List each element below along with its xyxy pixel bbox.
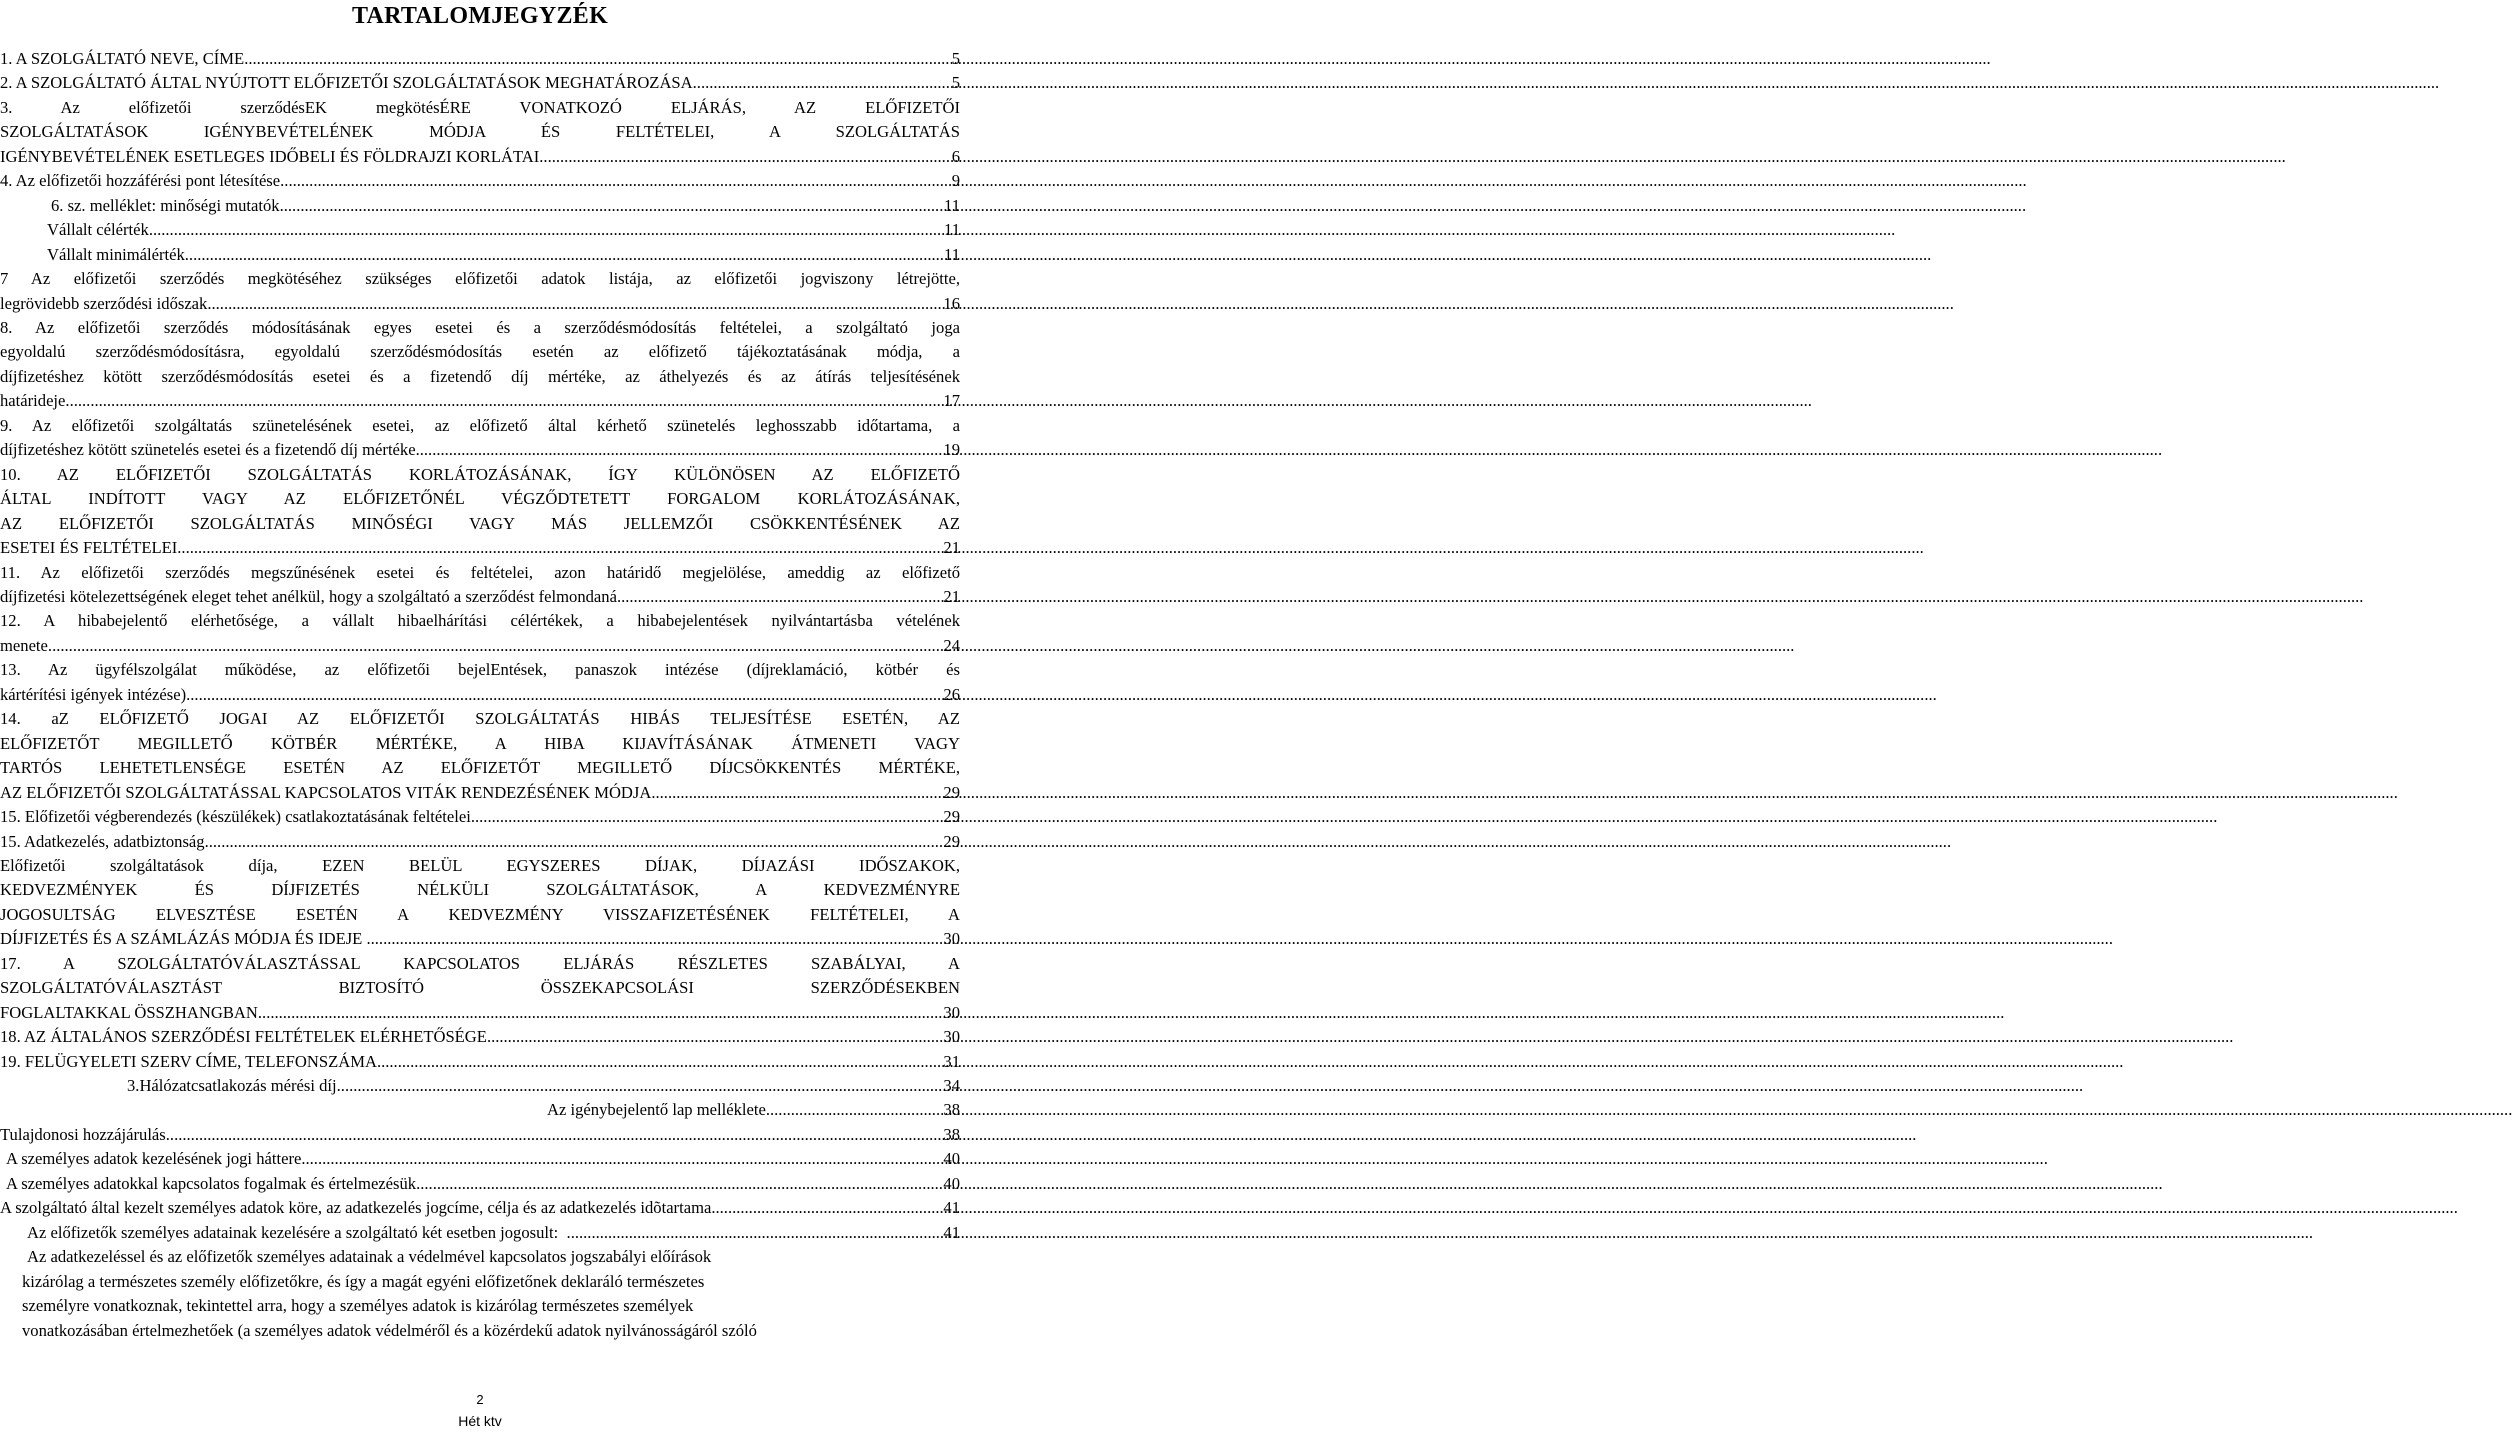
dot-leader (337, 1074, 943, 1098)
toc-entry-line: egyoldalú szerződésmódosításra, egyoldalú szerződésmódosítás esetén az előfizető tájékoztatásának módja, a (0, 342, 960, 362)
dot-leader (280, 169, 951, 193)
toc-entry-text: A szolgáltató által kezelt személyes adatok köre, az adatkezelés jogcíme, célja és az adatkezelés idõtartama (0, 1198, 712, 1218)
toc-entry-last-line (0, 71, 960, 95)
toc-entry[interactable] (0, 854, 960, 952)
toc-entry-text: ESETEI ÉS FELTÉTELEI (0, 538, 178, 558)
toc-entry-text: határideje (0, 391, 66, 411)
toc-entry-last-line (0, 292, 960, 316)
dot-leader (366, 927, 942, 951)
toc-entry-last-line (0, 1025, 960, 1049)
toc-page-number: 11 (944, 244, 960, 264)
toc-page-number: 5 (951, 73, 960, 93)
toc-entry-last-line (0, 194, 960, 218)
dot-leader (177, 536, 942, 560)
toc-entry-text: IGÉNYBEVÉTELÉNEK ESETLEGES IDŐBELI ÉS FÖLDRAJZI KORLÁTAI (0, 146, 540, 166)
toc-entry-line: 9. Az előfizetői szolgáltatás szünetelésének esetei, az előfizető által kérhető szünetelés leghosszabb időtartama, a (0, 415, 960, 435)
toc-entry-last-line (0, 1221, 960, 1245)
toc-entry-text: 6. sz. melléklet: minőségi mutatók (51, 195, 280, 215)
toc-entry-text: 2. A SZOLGÁLTATÓ ÁLTAL NYÚJTOTT ELŐFIZETŐI SZOLGÁLTATÁSOK MEGHATÁROZÁSA (0, 73, 693, 93)
toc-page-number: 21 (943, 586, 960, 606)
page-title: TARTALOMJEGYZÉK (351, 3, 609, 29)
toc-entry-line: TARTÓS LEHETETLENSÉGE ESETÉN AZ ELŐFIZETŐT MEGILLETŐ DÍJCSÖKKENTÉS MÉRTÉKE, (0, 758, 960, 778)
toc-page-number: 40 (943, 1149, 960, 1169)
toc-entry[interactable] (0, 609, 960, 658)
toc-entry-text: 3.Hálózatcsatlakozás mérési díj (127, 1076, 337, 1096)
toc-entry-line: 8. Az előfizetői szerződés módosításának egyes esetei és a szerződésmódosítás feltételei, a szolgáltató joga (0, 317, 960, 337)
toc-page-number: 31 (943, 1051, 960, 1071)
toc-entry-line: JOGOSULTSÁG ELVESZTÉSE ESETÉN A KEDVEZMÉNY VISSZAFIZETÉSÉNEK FELTÉTELEI, A (0, 904, 960, 924)
toc-entry-line: 12. A hibabejelentő elérhetősége, a vállalt hibaelhárítási célértékek, a hibabejelentések nyilvántartásba vételének (0, 611, 960, 631)
toc-entry[interactable] (0, 1172, 960, 1196)
toc-entry-last-line (0, 243, 960, 267)
toc-entry-text: Az előfizetők személyes adatainak kezelésére a szolgáltató két esetben jogosult: (27, 1222, 567, 1242)
toc-entry[interactable] (0, 952, 960, 1025)
dot-leader (693, 71, 951, 95)
paragraph-line: vonatkozásában értelmezhetőek (a személyes adatok védelméről és a közérdekű adatok nyilvánosságáról szóló (22, 1320, 757, 1340)
toc-entry-line: ÁLTAL INDÍTOTT VAGY AZ ELŐFIZETŐNÉL VÉGZŐDTETETT FORGALOM KORLÁTOZÁSÁNAK, (0, 489, 960, 509)
toc-entry-text: Tulajdonosi hozzájárulás. (0, 1124, 170, 1144)
toc-page-number: 24 (943, 635, 960, 655)
toc-entry-last-line (0, 1001, 960, 1025)
toc-entry-last-line (0, 634, 960, 658)
toc-page-number: 30 (943, 1027, 960, 1047)
dot-leader (280, 194, 943, 218)
dot-leader (711, 1196, 942, 1220)
toc-entry-last-line (0, 585, 960, 609)
toc-entry-line: 3. Az előfizetői szerződésEK megkötésÉRE VONATKOZÓ ELJÁRÁS, AZ ELŐFIZETŐI (0, 97, 960, 117)
toc-entry[interactable] (0, 1074, 960, 1098)
toc-page-number: 5 (951, 49, 960, 68)
toc-entry-text: legrövidebb szerződési időszak (0, 293, 208, 313)
toc-entry-line: SZOLGÁLTATÁSOK IGÉNYBEVÉTELÉNEK MÓDJA ÉS FELTÉTELEI, A SZOLGÁLTATÁS (0, 122, 960, 142)
toc-entry-text: Az igénybejelentő lap melléklete (547, 1100, 766, 1120)
toc-page-number: 11 (944, 220, 960, 240)
toc-entry[interactable] (0, 1050, 960, 1074)
toc-entry[interactable] (0, 218, 960, 242)
dot-leader (190, 683, 942, 707)
toc-entry-last-line (0, 1074, 960, 1098)
dot-leader (207, 292, 942, 316)
toc-entry-text: A személyes adatokkal kapcsolatos fogalmak és értelmezésük (6, 1173, 417, 1193)
toc-entry-text: 15. Előfizetői végberendezés (készülékek) csatlakoztatásának feltételei (0, 807, 471, 827)
toc-entry-line: KEDVEZMÉNYEK ÉS DÍJFIZETÉS NÉLKÜLI SZOLGÁLTATÁSOK, A KEDVEZMÉNYRE (0, 880, 960, 900)
toc-entry-text: AZ ELŐFIZETŐI SZOLGÁLTATÁSSAL KAPCSOLATOS VITÁK RENDEZÉSÉNEK MÓDJA (0, 782, 652, 802)
toc-page-number: 41 (943, 1222, 960, 1242)
toc-entry-last-line (0, 536, 960, 560)
toc-entry[interactable] (0, 658, 960, 707)
toc-page-number: 30 (943, 929, 960, 949)
toc-page-number: 29 (943, 782, 960, 802)
toc-entry-text: menete (0, 635, 48, 655)
toc-entry[interactable] (0, 71, 960, 95)
toc-entry-text: FOGLALTAKKAL ÖSSZHANGBAN (0, 1002, 258, 1022)
toc-entry-last-line (0, 830, 960, 854)
dot-leader (258, 1001, 943, 1025)
toc-entry-last-line (0, 805, 960, 829)
toc-entry-last-line (0, 1123, 960, 1147)
toc-entry-last-line (0, 1147, 960, 1171)
toc-entry-text: 18. AZ ÁLTALÁNOS SZERZŐDÉSI FELTÉTELEK ELÉRHETŐSÉGE (0, 1027, 487, 1047)
toc-entry-last-line (0, 781, 960, 805)
trailing-paragraph (0, 1245, 960, 1343)
toc-entry[interactable] (0, 1147, 960, 1171)
toc-entry-line: Előfizetői szolgáltatások díja, EZEN BELÜL EGYSZERES DÍJAK, DÍJAZÁSI IDŐSZAKOK, (0, 855, 960, 875)
toc-entry[interactable] (0, 463, 960, 561)
toc-page-number: 38 (943, 1124, 960, 1144)
toc-entry[interactable] (0, 561, 960, 610)
toc-entry-line: 7 Az előfizetői szerződés megkötéséhez szükséges előfizetői adatok listája, az előfizetői jogviszony létrejötte, (0, 269, 960, 289)
toc-entry-line: 10. AZ ELŐFIZETŐI SZOLGÁLTATÁS KORLÁTOZÁSÁNAK, ÍGY KÜLÖNÖSEN AZ ELŐFIZETŐ (0, 464, 960, 484)
toc-page-number: 30 (943, 1002, 960, 1022)
toc-entry-line: AZ ELŐFIZETŐI SZOLGÁLTATÁS MINŐSÉGI VAGY MÁS JELLEMZŐI CSÖKKENTÉSÉNEK AZ (0, 513, 960, 533)
toc-entry-text: 15. Adatkezelés, adatbiztonság (0, 831, 205, 851)
toc-page-number: 26 (943, 684, 960, 704)
toc-entry-line: 14. aZ ELŐFIZETŐ JOGAI AZ ELŐFIZETŐI SZOLGÁLTATÁS HIBÁS TELJESÍTÉSE ESETÉN, AZ (0, 709, 960, 729)
toc-page-number: 29 (943, 831, 960, 851)
toc-page-number: 21 (943, 538, 960, 558)
dot-leader (170, 1123, 942, 1147)
dot-leader (617, 585, 942, 609)
toc-entry-text: díjfizetési kötelezettségének eleget tehet anélkül, hogy a szolgáltató a szerződést felmondaná (0, 586, 617, 606)
toc-entry-line: SZOLGÁLTATÓVÁLASZTÁST BIZTOSÍTÓ ÖSSZEKAPCSOLÁSI SZERZŐDÉSEKBEN (0, 978, 960, 998)
toc-page-number: 34 (943, 1076, 960, 1096)
paragraph-line: kizárólag a természetes személy előfizetőkre, és így a magát egyéni előfizetőnek deklaráló természetes (22, 1271, 705, 1291)
toc-entry-last-line (0, 1098, 960, 1122)
toc-entry-line: 11. Az előfizetői szerződés megszűnésének esetei és feltételei, azon határidő megjelölése, ameddig az előfizető (0, 562, 960, 582)
dot-leader (416, 438, 943, 462)
toc-page-number: 17 (943, 391, 960, 411)
toc-entry-last-line (0, 438, 960, 462)
dot-leader (65, 389, 942, 413)
toc-entry[interactable] (0, 316, 960, 414)
dot-leader (416, 1172, 942, 1196)
dot-leader (471, 805, 943, 829)
toc-entry-last-line (0, 1050, 960, 1074)
dot-leader (149, 218, 943, 242)
toc-entry-line: 13. Az ügyfélszolgálat működése, az előfizetői bejelEntések, panaszok intézése (díjreklamáció, kötbér és (0, 660, 960, 680)
dot-leader (205, 830, 943, 854)
toc-entry-last-line (0, 927, 960, 951)
toc-entry-last-line (0, 218, 960, 242)
dot-leader (487, 1025, 942, 1049)
toc-page-number: 41 (943, 1198, 960, 1218)
toc-entry-last-line (0, 1172, 960, 1196)
document-page (0, 0, 960, 1432)
toc-page-number: 6 (951, 146, 960, 166)
toc-page-number: 29 (943, 807, 960, 827)
dot-leader (301, 1147, 942, 1171)
toc-entry-line: ELŐFIZETŐT MEGILLETŐ KÖTBÉR MÉRTÉKE, A HIBA KIJAVÍTÁSÁNAK ÁTMENETI VAGY (0, 733, 960, 753)
toc-entry[interactable] (0, 194, 960, 218)
toc-page-number: 38 (943, 1100, 960, 1120)
toc-entry[interactable] (0, 1196, 960, 1220)
toc-page-number: 16 (943, 293, 960, 313)
paragraph-line: személyre vonatkoznak, tekintettel arra, hogy a személyes adatok is kizárólag természetes személyek (22, 1296, 694, 1316)
toc-entry[interactable] (0, 96, 960, 169)
toc-entry-text: kártérítési igények intézése). (0, 684, 191, 704)
toc-entry-last-line (0, 169, 960, 193)
toc-entry-text: 19. FELÜGYELETI SZERV CÍME, TELEFONSZÁMA (0, 1051, 377, 1071)
toc-entry[interactable] (0, 1123, 960, 1147)
toc-entry[interactable] (0, 830, 960, 854)
toc-entry-text: DÍJFIZETÉS ÉS A SZÁMLÁZÁS MÓDJA ÉS IDEJE (0, 929, 367, 949)
toc-entry[interactable] (0, 1098, 960, 1122)
toc-page-number: 11 (944, 195, 960, 215)
toc-entry[interactable] (0, 1025, 960, 1049)
toc-entry-line: 17. A SZOLGÁLTATÓVÁLASZTÁSSAL KAPCSOLATOS ELJÁRÁS RÉSZLETES SZABÁLYAI, A (0, 953, 960, 973)
toc-entry[interactable] (0, 47, 960, 71)
toc-entry-text: díjfizetéshez kötött szünetelés esetei és a fizetendő díj mértéke (0, 440, 416, 460)
toc-entry-last-line (0, 47, 960, 71)
toc-entry-text: Vállalt minimálérték (47, 244, 185, 264)
dot-leader (651, 781, 942, 805)
footer-label: Hét ktv (458, 1413, 502, 1429)
toc-entry[interactable] (0, 1221, 960, 1245)
toc-page-number: 19 (943, 440, 960, 460)
dot-leader (766, 1098, 943, 1122)
toc-entry-last-line (0, 1196, 960, 1220)
toc-entry-last-line (0, 145, 960, 169)
toc-entry-text: Vállalt célérték (47, 220, 149, 240)
dot-leader (185, 243, 943, 267)
table-of-contents (0, 47, 960, 1343)
dot-leader (377, 1050, 942, 1074)
toc-entry[interactable] (0, 169, 960, 193)
toc-entry[interactable] (0, 805, 960, 829)
dot-leader (244, 47, 951, 71)
toc-entry-text: 4. Az előfizetői hozzáférési pont létesítése (0, 171, 281, 191)
toc-entry[interactable] (0, 267, 960, 316)
dot-leader (539, 145, 950, 169)
toc-page-number: 40 (943, 1173, 960, 1193)
toc-entry-text: 1. A SZOLGÁLTATÓ NEVE, CÍME (0, 49, 245, 68)
toc-entry[interactable] (0, 707, 960, 805)
toc-entry-line: díjfizetéshez kötött szerződésmódosítás esetei és a fizetendő díj mértéke, az áthelyezés és az átírás teljesítésének (0, 366, 960, 386)
toc-entry-last-line (0, 389, 960, 413)
paragraph-line: Az adatkezeléssel és az előfizetők személyes adatainak a védelmével kapcsolatos jogszabályi előírások (27, 1247, 712, 1267)
page-number: 2 (476, 1392, 484, 1407)
toc-entry[interactable] (0, 414, 960, 463)
toc-entry-last-line (0, 683, 960, 707)
dot-leader (48, 634, 942, 658)
toc-entry-text: A személyes adatok kezelésének jogi háttere (6, 1149, 302, 1169)
dot-leader (567, 1221, 943, 1245)
toc-page-number: 9 (951, 171, 960, 191)
toc-entry[interactable] (0, 243, 960, 267)
